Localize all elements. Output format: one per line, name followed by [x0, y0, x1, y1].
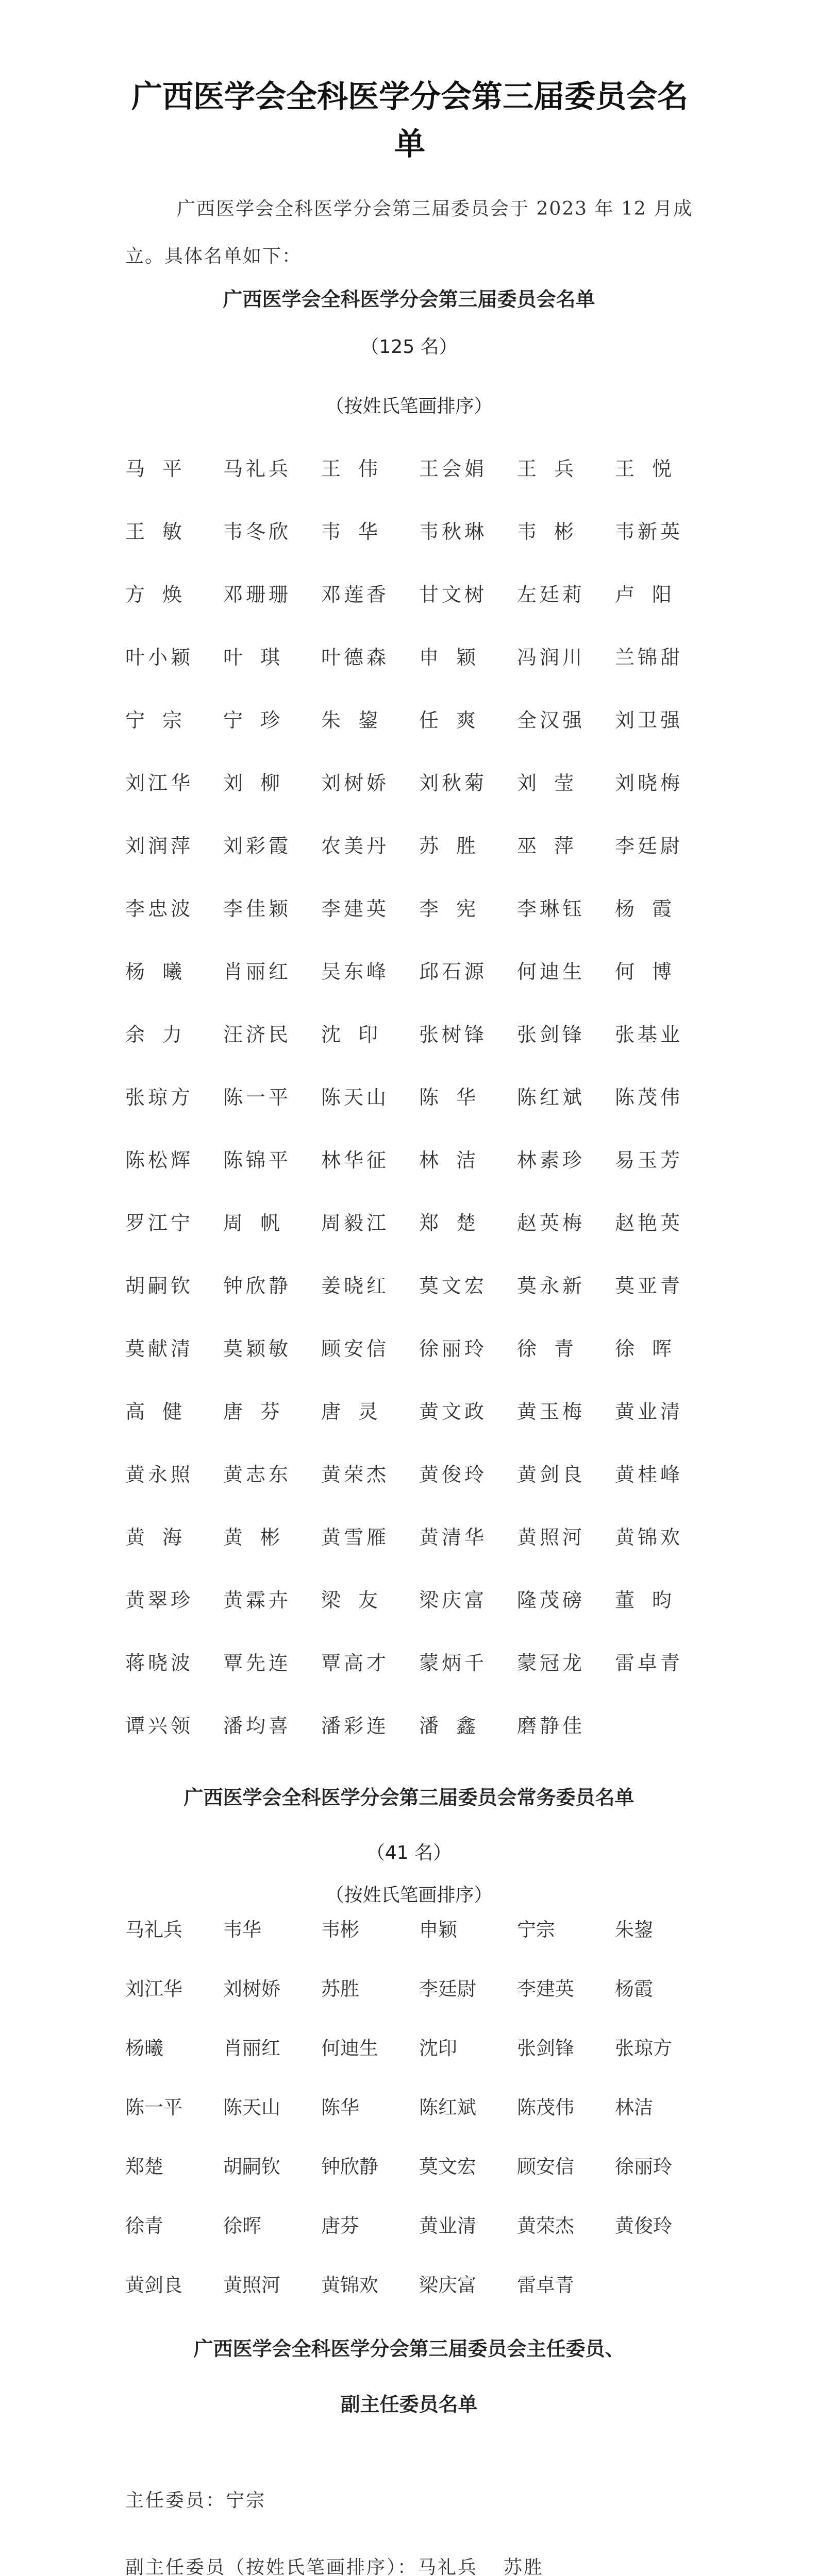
member-name: 雷卓青 — [517, 2274, 574, 2296]
member-name: 黄俊玲 — [419, 1463, 488, 1486]
member-name: 张树锋 — [419, 1023, 488, 1046]
member-name: 潘鑫 — [419, 1715, 494, 1737]
member-name: 胡嗣钦 — [223, 2156, 280, 2178]
member-name: 余力 — [125, 1023, 200, 1046]
member-name: 陈华 — [419, 1086, 494, 1109]
vice-chair-name: 苏胜 — [504, 2557, 544, 2576]
member-name: 罗江宁 — [125, 1212, 194, 1234]
member-name: 李建英 — [321, 897, 390, 920]
member-name: 韦秋琳 — [419, 520, 488, 543]
member-name: 邓珊珊 — [223, 583, 292, 606]
member-name: 叶德森 — [321, 646, 390, 669]
member-name: 马礼兵 — [223, 457, 292, 480]
member-name: 黄锦欢 — [615, 1526, 683, 1549]
member-name: 郑楚 — [419, 1212, 494, 1234]
member-name: 刘卫强 — [615, 709, 683, 732]
chair-line — [125, 2486, 266, 2512]
member-name: 覃先连 — [223, 1652, 292, 1674]
member-name: 李建英 — [517, 1978, 574, 2000]
member-name: 何迪生 — [517, 960, 586, 983]
member-name: 肖丽红 — [223, 2037, 280, 2059]
member-name: 黄文政 — [419, 1400, 488, 1423]
vice-chair-label: 副主任委员（按姓氏笔画排序）： — [125, 2557, 418, 2576]
member-name: 刘江华 — [125, 772, 194, 794]
member-name: 姜晓红 — [321, 1275, 390, 1297]
member-name: 沈印 — [321, 1023, 396, 1046]
member-name: 申颖 — [419, 646, 494, 669]
member-name: 申颖 — [419, 1919, 457, 1941]
member-name: 雷卓青 — [615, 1652, 683, 1674]
member-name: 赵艳英 — [615, 1212, 683, 1234]
member-name: 林洁 — [419, 1149, 494, 1172]
member-name: 郑楚 — [125, 2156, 163, 2178]
member-name: 王敏 — [125, 520, 200, 543]
member-name: 徐晖 — [615, 1337, 690, 1360]
member-name: 甘文树 — [419, 583, 488, 606]
member-name: 磨静佳 — [517, 1715, 586, 1737]
member-name: 黄志东 — [223, 1463, 292, 1486]
leaders-heading-line1: 广西医学会全科医学分会第三届委员会主任委员、 — [193, 2337, 625, 2360]
member-name: 张基业 — [615, 1023, 683, 1046]
member-name: 黄荣杰 — [321, 1463, 390, 1486]
member-name: 黄海 — [125, 1526, 200, 1549]
member-name: 刘晓梅 — [615, 772, 683, 794]
member-name: 梁庆富 — [419, 2274, 476, 2296]
member-name: 苏胜 — [419, 835, 494, 857]
member-name: 莫亚青 — [615, 1275, 683, 1297]
member-name: 韦华 — [223, 1919, 261, 1941]
member-name: 梁友 — [321, 1589, 396, 1612]
member-name: 顾安信 — [321, 1337, 390, 1360]
member-name: 陈天山 — [223, 2096, 280, 2119]
member-name: 刘彩霞 — [223, 835, 292, 857]
member-name: 全汉强 — [517, 709, 586, 732]
member-name: 蒋晓波 — [125, 1652, 194, 1674]
member-name: 卢阳 — [615, 583, 690, 606]
member-name: 林华征 — [321, 1149, 390, 1172]
member-name: 沈印 — [419, 2037, 457, 2059]
leaders-heading-line2: 副主任委员名单 — [340, 2393, 478, 2416]
member-name: 农美丹 — [321, 835, 390, 857]
member-name: 林洁 — [615, 2096, 653, 2119]
member-name: 徐丽玲 — [615, 2156, 672, 2178]
member-name: 宁宗 — [125, 709, 200, 732]
member-name: 韦彬 — [517, 520, 592, 543]
member-name: 宁宗 — [517, 1919, 555, 1941]
member-name: 林素珍 — [517, 1149, 586, 1172]
member-name: 陈一平 — [223, 1086, 292, 1109]
member-name: 黄彬 — [223, 1526, 298, 1549]
member-name: 唐灵 — [321, 1400, 396, 1423]
member-name: 潘均喜 — [223, 1715, 292, 1737]
member-name: 冯润川 — [517, 646, 586, 669]
member-name: 陈红斌 — [517, 1086, 586, 1109]
member-name: 宁珍 — [223, 709, 298, 732]
member-name: 韦新英 — [615, 520, 683, 543]
member-name: 隆茂磅 — [517, 1589, 586, 1612]
standing-count: （41 名） — [366, 1842, 452, 1863]
member-name: 潘彩连 — [321, 1715, 390, 1737]
member-name: 董昀 — [615, 1589, 690, 1612]
member-name: 何迪生 — [321, 2037, 378, 2059]
member-name: 黄锦欢 — [321, 2274, 378, 2296]
member-name: 周毅江 — [321, 1212, 390, 1234]
member-name: 王伟 — [321, 457, 396, 480]
member-name: 黄照河 — [517, 1526, 586, 1549]
member-name: 顾安信 — [517, 2156, 574, 2178]
member-name: 徐晖 — [223, 2215, 261, 2237]
member-name: 巫萍 — [517, 835, 592, 857]
member-name: 黄雪雁 — [321, 1526, 390, 1549]
member-name: 覃高才 — [321, 1652, 390, 1674]
member-name: 韦冬欣 — [223, 520, 292, 543]
member-name: 刘莹 — [517, 772, 592, 794]
member-name: 唐芬 — [223, 1400, 298, 1423]
member-name: 莫永新 — [517, 1275, 586, 1297]
member-name: 黄剑良 — [125, 2274, 182, 2296]
member-name: 徐青 — [125, 2215, 163, 2237]
member-name: 马礼兵 — [125, 1919, 182, 1941]
member-name: 李宪 — [419, 897, 494, 920]
member-name: 吴东峰 — [321, 960, 390, 983]
member-name: 马平 — [125, 457, 200, 480]
member-name: 陈锦平 — [223, 1149, 292, 1172]
member-name: 苏胜 — [321, 1978, 359, 2000]
member-name: 兰锦甜 — [615, 646, 683, 669]
member-name: 刘柳 — [223, 772, 298, 794]
member-name: 莫献清 — [125, 1337, 194, 1360]
member-name: 陈松辉 — [125, 1149, 194, 1172]
member-name: 张琼方 — [615, 2037, 672, 2059]
member-name: 黄桂峰 — [615, 1463, 683, 1486]
member-name: 杨霞 — [615, 897, 690, 920]
member-name: 徐青 — [517, 1337, 592, 1360]
member-name: 韦华 — [321, 520, 396, 543]
standing-order-note: （按姓氏笔画排序） — [325, 1885, 493, 1906]
member-name: 刘秋菊 — [419, 772, 488, 794]
member-name: 杨霞 — [615, 1978, 653, 2000]
member-name: 黄荣杰 — [517, 2215, 574, 2237]
member-name: 任爽 — [419, 709, 494, 732]
member-name: 黄俊玲 — [615, 2215, 672, 2237]
member-name: 张剑锋 — [517, 1023, 586, 1046]
member-name: 黄霖卉 — [223, 1589, 292, 1612]
committee-member-grid — [125, 453, 733, 1773]
member-name: 莫文宏 — [419, 1275, 488, 1297]
member-name: 汪济民 — [223, 1023, 292, 1046]
member-name: 陈红斌 — [419, 2096, 476, 2119]
member-name: 陈天山 — [321, 1086, 390, 1109]
member-name: 刘润萍 — [125, 835, 194, 857]
member-name: 左廷莉 — [517, 583, 586, 606]
chair-label: 主任委员： — [125, 2490, 226, 2511]
member-name: 张剑锋 — [517, 2037, 574, 2059]
member-name: 肖丽红 — [223, 960, 292, 983]
member-name: 高健 — [125, 1400, 200, 1423]
member-name: 朱鋆 — [615, 1919, 653, 1941]
committee-count: （125 名） — [360, 336, 458, 358]
member-name: 莫颖敏 — [223, 1337, 292, 1360]
member-name: 李廷尉 — [615, 835, 683, 857]
member-name: 易玉芳 — [615, 1149, 683, 1172]
member-name: 王会娟 — [419, 457, 488, 480]
member-name: 叶小颖 — [125, 646, 194, 669]
member-name: 李廷尉 — [419, 1978, 476, 2000]
member-name: 张琼方 — [125, 1086, 194, 1109]
member-name: 刘树娇 — [223, 1978, 280, 2000]
member-name: 刘树娇 — [321, 772, 390, 794]
member-name: 王悦 — [615, 457, 690, 480]
member-name: 陈茂伟 — [517, 2096, 574, 2119]
member-name: 蒙炳千 — [419, 1652, 488, 1674]
member-name: 邓莲香 — [321, 583, 390, 606]
member-name: 李佳颖 — [223, 897, 292, 920]
intro-paragraph: 广西医学会全科医学分会第三届委员会于 2023 年 12 月成立。具体名单如下： — [125, 198, 693, 267]
member-name: 刘江华 — [125, 1978, 182, 2000]
member-name: 胡嗣钦 — [125, 1275, 194, 1297]
member-name: 陈华 — [321, 2096, 359, 2119]
standing-heading: 广西医学会全科医学分会第三届委员会常务委员名单 — [183, 1786, 635, 1809]
member-name: 邱石源 — [419, 960, 488, 983]
member-name: 钟欣静 — [223, 1275, 292, 1297]
page-title: 广西医学会全科医学分会第三届委员会名单 — [131, 79, 688, 162]
member-name: 莫文宏 — [419, 2156, 476, 2178]
member-name: 李琳钰 — [517, 897, 586, 920]
chair-name: 宁宗 — [226, 2490, 266, 2511]
member-name: 杨曦 — [125, 2037, 163, 2059]
member-name: 赵英梅 — [517, 1212, 586, 1234]
member-name: 蒙冠龙 — [517, 1652, 586, 1674]
member-name: 黄剑良 — [517, 1463, 586, 1486]
member-name: 方焕 — [125, 583, 200, 606]
standing-member-grid — [125, 1914, 733, 2329]
member-name: 杨曦 — [125, 960, 200, 983]
committee-heading: 广西医学会全科医学分会第三届委员会名单 — [223, 288, 595, 311]
member-name: 韦彬 — [321, 1919, 359, 1941]
member-name: 谭兴领 — [125, 1715, 194, 1737]
member-name: 王兵 — [517, 457, 592, 480]
member-name: 黄清华 — [419, 1526, 488, 1549]
member-name: 钟欣静 — [321, 2156, 378, 2178]
member-name: 叶琪 — [223, 646, 298, 669]
vice-chair-line-1 — [125, 2553, 544, 2576]
member-name: 黄翠珍 — [125, 1589, 194, 1612]
member-name: 梁庆富 — [419, 1589, 488, 1612]
member-name: 黄业清 — [419, 2215, 476, 2237]
member-name: 黄永照 — [125, 1463, 194, 1486]
member-name: 周帆 — [223, 1212, 298, 1234]
member-name: 徐丽玲 — [419, 1337, 488, 1360]
committee-order-note: （按姓氏笔画排序） — [325, 396, 493, 417]
member-name: 黄照河 — [223, 2274, 280, 2296]
member-name: 陈茂伟 — [615, 1086, 683, 1109]
member-name: 何博 — [615, 960, 690, 983]
member-name: 黄业清 — [615, 1400, 683, 1423]
member-name: 李忠波 — [125, 897, 194, 920]
member-name: 陈一平 — [125, 2096, 182, 2119]
member-name: 黄玉梅 — [517, 1400, 586, 1423]
vice-chair-name: 马礼兵 — [418, 2557, 478, 2576]
member-name: 朱鋆 — [321, 709, 396, 732]
member-name: 唐芬 — [321, 2215, 359, 2237]
